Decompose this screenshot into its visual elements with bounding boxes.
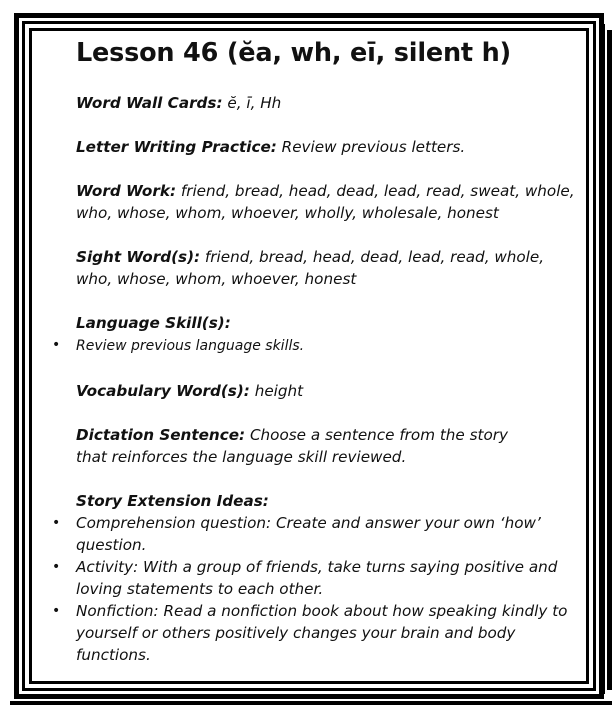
- word-work: [76, 180, 592, 224]
- list-item: • Activity: With a group of friends, take turns saying positive and loving statements to each other.: [52, 558, 558, 598]
- bullet-icon: •: [52, 603, 61, 619]
- vocabulary-words: [76, 380, 303, 402]
- language-skills-list: [52, 334, 305, 357]
- bullet-icon: •: [52, 515, 61, 531]
- sight-words: [76, 246, 566, 290]
- language-skills-label: Language Skill(s):: [76, 314, 231, 332]
- word-wall-cards: [76, 92, 281, 114]
- word-wall-label: Word Wall Cards:: [76, 94, 223, 112]
- dictation-label: Dictation Sentence:: [76, 426, 246, 444]
- letter-writing-label: Letter Writing Practice:: [76, 138, 277, 156]
- word-work-label: Word Work:: [76, 182, 177, 200]
- word-work-value: friend, bread, head, dead, lead, read, sweat, whole, who, whose, whom, whoever, wholly, wholesale, honest: [76, 182, 575, 222]
- page-frame-bottom-edge: [10, 701, 612, 705]
- story-extension-ideas: [52, 490, 586, 666]
- letter-writing-value: Review previous letters.: [276, 138, 466, 156]
- word-wall-value: ĕ, ī, Hh: [222, 94, 282, 112]
- bullet-icon: •: [52, 559, 61, 575]
- vocabulary-value: height: [249, 382, 304, 400]
- story-extension-label: Story Extension Ideas:: [76, 492, 269, 510]
- lesson-title: Lesson 46 (ĕa, wh, eī, silent h): [76, 38, 511, 68]
- sight-words-value: friend, bread, head, dead, lead, read, whole, who, whose, whom, whoever, honest: [76, 248, 545, 288]
- page-frame-right-edge-outer: [607, 30, 612, 690]
- dictation-sentence: [76, 424, 526, 468]
- page-frame-right-edge: [600, 24, 605, 694]
- vocabulary-label: Vocabulary Word(s):: [76, 382, 250, 400]
- list-item: • Nonfiction: Read a nonfiction book about how speaking kindly to yourself or others positively changes your brain and body functions.: [52, 602, 568, 664]
- letter-writing-practice: [76, 136, 465, 158]
- list-item: • Comprehension question: Create and answer your own ‘how’ question.: [52, 514, 541, 554]
- list-item: • Review previous language skills.: [76, 334, 304, 357]
- story-extension-list: [52, 512, 586, 666]
- bullet-icon: •: [52, 337, 61, 353]
- dictation-value: Choose a sentence from the story that reinforces the language skill reviewed.: [76, 426, 508, 466]
- lesson-content: [52, 36, 592, 664]
- language-skills: [52, 312, 305, 357]
- sight-words-label: Sight Word(s):: [76, 248, 201, 266]
